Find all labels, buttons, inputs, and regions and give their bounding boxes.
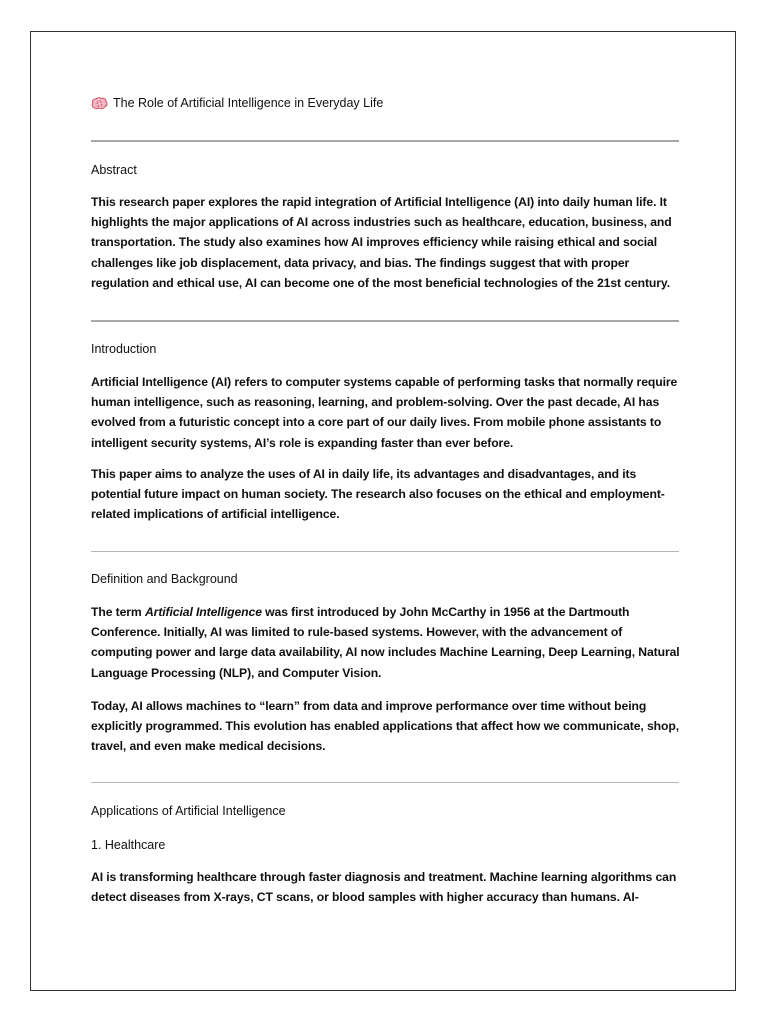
section-divider (91, 320, 679, 322)
definition-paragraph-2: Today, AI allows machines to “learn” from data and improve performance over time without being explicitly programmed. This evolution has enabled applications that affect how we communicate, shop, travel, and even make medical decisions. (91, 699, 679, 754)
definition-text-rest: was first introduced by John McCarthy in 1956 at the Dartmouth Conference. Initially, AI was limited to rule-based systems. However, with the advancement of computing power and large data availability, AI now includes Machine Learning, Deep Learning, Natural Language Processing (NLP), and Computer Vision. (91, 605, 680, 680)
abstract-heading: Abstract (91, 163, 137, 177)
healthcare-subheading: 1. Healthcare (91, 838, 166, 852)
section-divider (91, 551, 679, 552)
healthcare-paragraph: AI is transforming healthcare through faster diagnosis and treatment. Machine learning algorithms can detect diseases from X-rays, CT scans, or blood samples with higher accuracy than humans. AI- (91, 870, 677, 905)
introduction-heading: Introduction (91, 342, 157, 356)
document-page (30, 31, 736, 991)
applications-heading: Applications of Artificial Intelligence (91, 804, 286, 818)
introduction-paragraph-2: This paper aims to analyze the uses of AI in daily life, its advantages and disadvantages, and its potential future impact on human society. The research also focuses on the ethical and employment-related implications of artificial intelligence. (91, 467, 665, 522)
section-divider (91, 140, 679, 142)
definition-paragraph-1 (91, 602, 681, 683)
document-title: The Role of Artificial Intelligence in Everyday Life (113, 96, 384, 110)
definition-term: Artificial Intelligence (144, 605, 262, 619)
abstract-paragraph: This research paper explores the rapid integration of Artificial Intelligence (AI) into daily human life. It highlights the major applications of AI across industries such as healthcare, education, business, and transportation. The study also examines how AI improves efficiency while raising ethical and social challenges like job displacement, data privacy, and bias. The findings suggest that with proper regulation and ethical use, AI can become one of the most beneficial technologies of the 21st century. (91, 195, 672, 290)
introduction-paragraph-1: Artificial Intelligence (AI) refers to computer systems capable of performing tasks that normally require human intelligence, such as reasoning, learning, and problem-solving. Over the past decade, AI has evolved from a futuristic concept into a core part of our daily lives. From mobile phone assistants to intelligent security systems, AI’s role is expanding faster than ever before. (91, 375, 678, 450)
section-divider (91, 782, 679, 783)
definition-text-start: The term (91, 605, 145, 619)
brain-icon (91, 97, 108, 110)
definition-heading: Definition and Background (91, 572, 238, 586)
document-title-row (91, 95, 383, 111)
